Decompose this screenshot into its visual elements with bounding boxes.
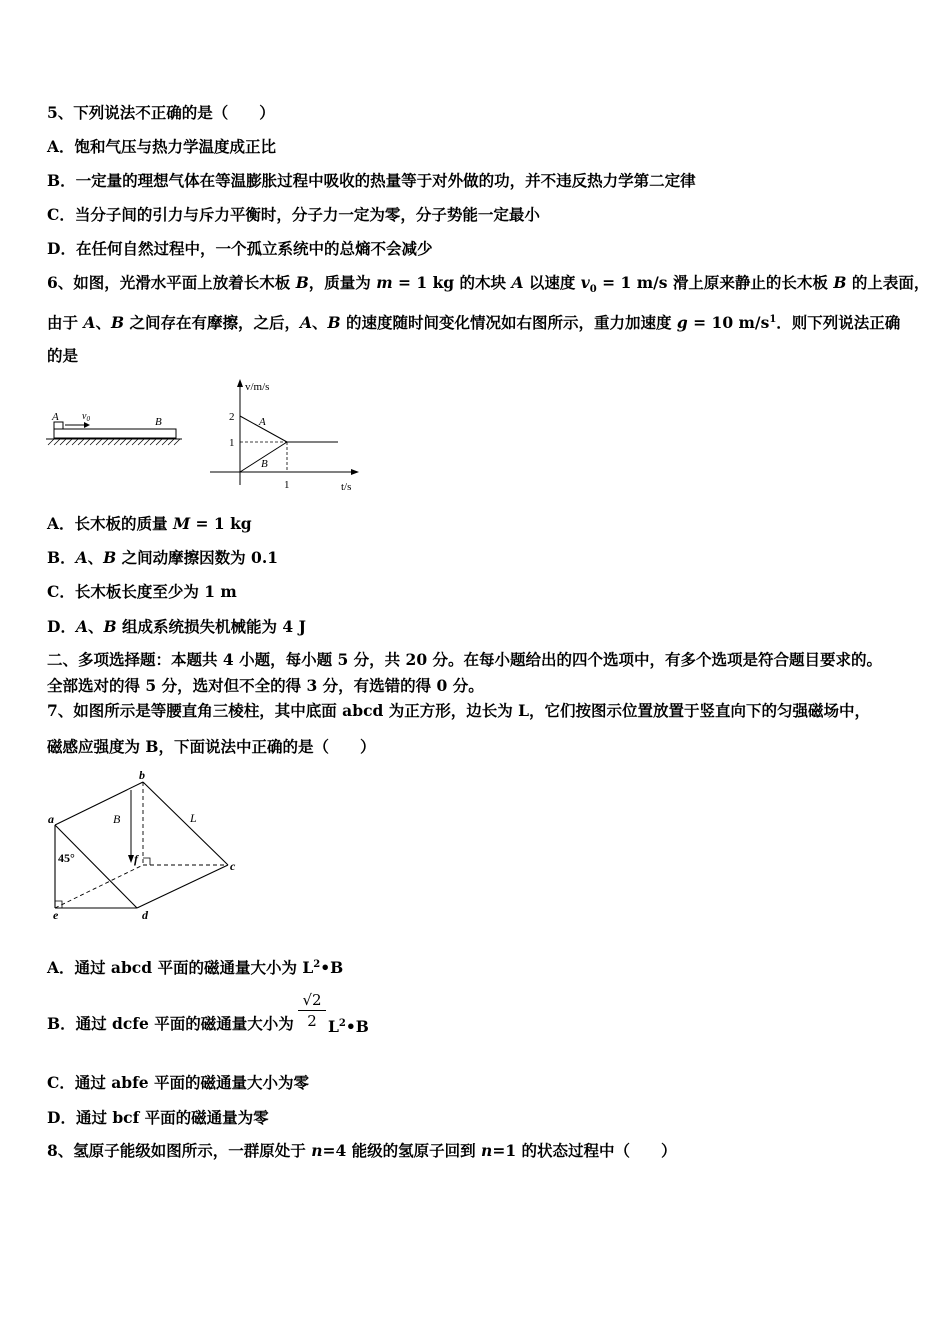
q5-option-d: D．在任何自然过程中，一个孤立系统中的总熵不会减少 xyxy=(47,239,433,258)
q6-vt-graph xyxy=(205,375,370,500)
q7-option-b: B．通过 dcfe 平面的磁通量大小为 xyxy=(47,1014,294,1033)
label-v0: $v_0$ xyxy=(82,411,90,423)
edge-ef-hidden xyxy=(55,865,143,908)
fraction-sqrt2-over-2 xyxy=(298,990,326,1031)
right-angle-f xyxy=(143,858,150,865)
vertex-a: a xyxy=(48,812,54,826)
q6-stem-line2: 由于 A、B 之间存在有摩擦，之后，A、B 的速度随时间变化情况如右图所示，重力加速度 g = 10 $m/s^1$．则下列说法正确 xyxy=(47,313,901,333)
y-axis-arrow xyxy=(237,379,243,387)
q6-option-b: B．A、B 之间动摩擦因数为 0.1 xyxy=(47,548,279,567)
board-b xyxy=(54,429,176,438)
tick-y2: 2 xyxy=(229,411,235,423)
edge-cd xyxy=(137,865,228,908)
curve-label-a: A xyxy=(259,416,266,428)
q5-stem: 5、下列说法不正确的是（ ） xyxy=(47,103,275,122)
q6-stem-line1: 6、如图，光滑水平面上放着长木板 B，质量为 m = 1 kg 的木块 A 以速度 $v_0 = 1$ m/s 滑上原来静止的长木板 B 的上表面， xyxy=(47,273,930,296)
fraction-denominator: 2 xyxy=(307,1012,317,1030)
q7-prism-figure xyxy=(40,765,250,925)
tick-y1: 1 xyxy=(229,437,235,449)
q7-stem-line1: 7、如图所示是等腰直角三棱柱，其中底面 abcd 为正方形，边长为 L，它们按图示位置放置于竖直向下的匀强磁场中， xyxy=(47,701,871,720)
edge-ad xyxy=(55,825,137,908)
edge-bc xyxy=(143,782,228,865)
x-axis-arrow xyxy=(351,469,359,475)
label-a: A xyxy=(52,411,59,423)
fraction-numerator: √2 xyxy=(298,990,326,1011)
y-axis-label: v/m/s xyxy=(245,381,270,393)
angle-label: 45° xyxy=(58,851,75,865)
q6-option-a: A．长木板的质量 M = 1 kg xyxy=(47,514,252,533)
q6-option-c: C．长木板长度至少为 1 m xyxy=(47,582,237,601)
x-axis-label: t/s xyxy=(341,481,352,493)
vertex-f: f xyxy=(134,852,138,866)
block-a xyxy=(54,422,63,429)
vertex-c: c xyxy=(230,859,236,873)
vertex-e: e xyxy=(53,908,59,922)
q5-option-a: A．饱和气压与热力学温度成正比 xyxy=(47,137,277,156)
q8-stem: 8、氢原子能级如图所示，一群原处于 n=4 能级的氢原子回到 n=1 的状态过程中（ ） xyxy=(47,1141,677,1160)
q6-stem-line3: 的是 xyxy=(47,346,79,365)
q6-block-board-figure xyxy=(40,405,190,455)
tick-x1: 1 xyxy=(284,479,290,491)
section2-heading-line1: 二、多项选择题：本题共 4 小题，每小题 5 分，共 20 分。在每小题给出的四个选项中，有多个选项是符合题目要求的。 xyxy=(47,650,883,669)
curve-label-b: B xyxy=(261,458,268,470)
q7-option-b-tail: $L^2•B$ xyxy=(328,1017,369,1037)
q7-stem-line2: 磁感应强度为 B，下面说法中正确的是（ ） xyxy=(47,737,376,756)
label-l: L xyxy=(190,811,197,825)
edge-ab xyxy=(55,782,143,825)
right-angle-e xyxy=(55,901,62,908)
q7-option-c: C．通过 abfe 平面的磁通量大小为零 xyxy=(47,1073,310,1092)
label-b: B xyxy=(155,416,162,428)
q7-option-a: A．通过 abcd 平面的磁通量大小为 $L^2•B$ xyxy=(47,958,344,978)
q5-option-b: B．一定量的理想气体在等温膨胀过程中吸收的热量等于对外做的功，并不违反热力学第二定律 xyxy=(47,171,696,190)
vertex-d: d xyxy=(142,908,148,922)
label-b-field: B xyxy=(113,812,121,826)
section2-heading-line2: 全部选对的得 5 分，选对但不全的得 3 分，有选错的得 0 分。 xyxy=(47,676,484,695)
q6-option-d: D．A、B 组成系统损失机械能为 4 J xyxy=(47,617,306,636)
ground-hatching xyxy=(48,439,180,445)
q7-option-d: D．通过 bcf 平面的磁通量为零 xyxy=(47,1108,269,1127)
q5-option-c: C．当分子间的引力与斥力平衡时，分子力一定为零，分子势能一定最小 xyxy=(47,205,540,224)
vertex-b: b xyxy=(139,768,145,782)
